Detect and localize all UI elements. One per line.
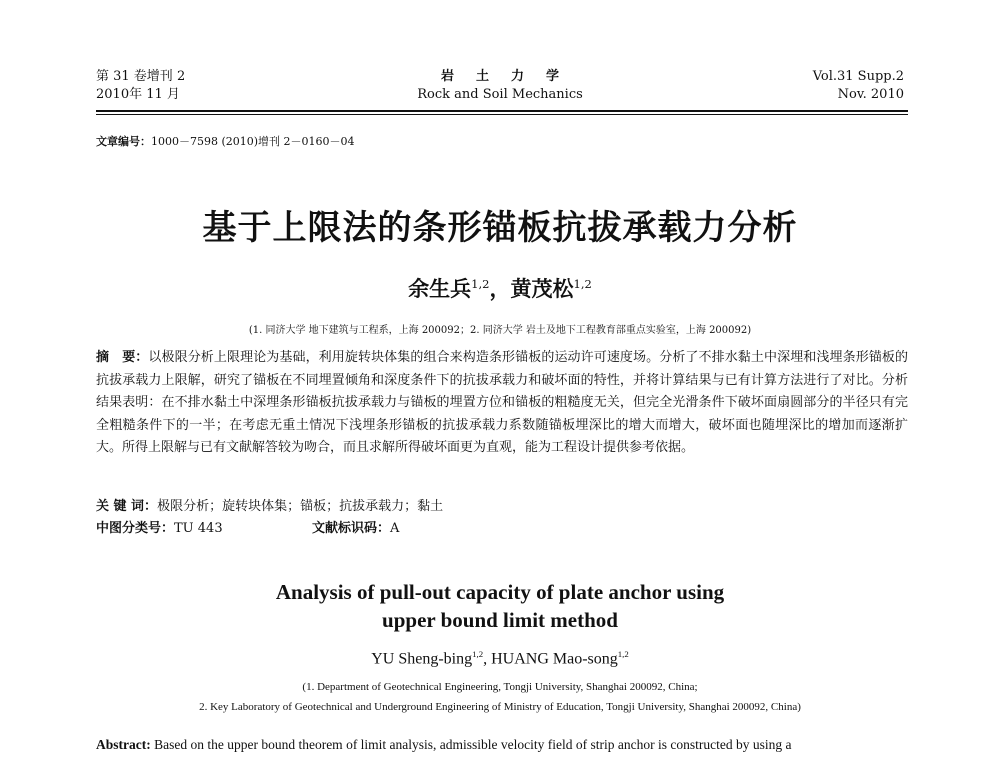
cn-abstract-text: 以极限分析上限理论为基础，利用旋转块体集的组合来构造条形锚板的运动许可速度场。分析了不排水黏土中深埋和浅埋条形锚板的抗拔承载力上限解，研究了锚板在不同埋置倾角和深度条件下的抗拔承载力和破坏面的特性，并将计算结果与已有计算方法进行了对比。分析结果表明：在不排水黏土中深埋条形锚板抗拔承载力与锚板的埋置方位和锚板的粗糙度无关，但完全光滑条件下破坏面扇圆部分的半径只有完全粗糙条件下的一半；在考虑无重土情况下浅埋条形锚板的抗拔承载力系数随锚板埋深比的增大而增大，破坏面也随埋深比的增加而逐渐扩大。所得上限解与已有文献解答较为吻合，而且求解所得破坏面更为直观，能为工程设计提供参考依据。 bbox=[96, 350, 908, 455]
cn-author-name: 余生兵 bbox=[408, 276, 472, 301]
cn-author-name: 黄茂松 bbox=[510, 276, 574, 301]
cn-document-code-value: A bbox=[390, 521, 400, 536]
cn-abstract bbox=[96, 347, 908, 460]
cn-author-separator: ， bbox=[489, 276, 511, 301]
en-author-affil-sup: 1,2 bbox=[472, 649, 484, 659]
cn-author-affil-sup: 1,2 bbox=[573, 277, 592, 291]
en-abstract bbox=[96, 737, 791, 753]
en-abstract-text: Based on the upper bound theorem of limit analysis, admissible velocity field of strip anchor is constructed by using a bbox=[150, 737, 792, 752]
cn-affiliation: (1. 同济大学 地下建筑与工程系，上海 200092；2. 同济大学 岩土及地下工程教育部重点实验室，上海 200092) bbox=[248, 325, 752, 336]
en-affiliation-line2: 2. Key Laboratory of Geotechnical and Underground Engineering of Ministry of Education, Tongji University, Shanghai 200092, China) bbox=[199, 701, 801, 713]
en-author-separator: , bbox=[483, 650, 492, 668]
article-number-label: 文章编号： bbox=[96, 135, 151, 148]
en-title bbox=[0, 578, 1000, 634]
en-author-name: YU Sheng-bing bbox=[371, 650, 473, 668]
header-rule-thin bbox=[96, 114, 908, 115]
cn-keywords bbox=[96, 496, 443, 518]
en-author-name: HUANG Mao-song bbox=[491, 650, 618, 668]
journal-name-cn: 岩土力学 bbox=[440, 69, 581, 84]
cn-author-affil-sup: 1,2 bbox=[471, 277, 490, 291]
article-number bbox=[96, 133, 355, 149]
en-author-affil-sup: 1,2 bbox=[617, 649, 629, 659]
cn-classification bbox=[96, 518, 223, 540]
cn-classification-label: 中图分类号： bbox=[96, 521, 175, 536]
header-right bbox=[813, 68, 904, 104]
date-cn: 2010年 11 月 bbox=[96, 87, 180, 102]
volume-en: Vol.31 Supp.2 bbox=[812, 69, 904, 84]
cn-keywords-label: 关 键 词： bbox=[96, 499, 158, 514]
en-abstract-label: Abstract: bbox=[96, 737, 151, 752]
cn-title: 基于上限法的条形锚板抗拔承载力分析 bbox=[202, 208, 798, 248]
cn-authors bbox=[0, 273, 1000, 303]
cn-document-code-label: 文献标识码： bbox=[312, 521, 391, 536]
en-title-line1: Analysis of pull-out capacity of plate anchor using bbox=[275, 580, 725, 604]
cn-keywords-text: 极限分析；旋转块体集；锚板；抗拔承载力；黏土 bbox=[157, 499, 444, 514]
journal-name-en: Rock and Soil Mechanics bbox=[417, 87, 583, 102]
cn-classification-value: TU 443 bbox=[174, 521, 223, 536]
cn-abstract-label: 摘 要： bbox=[96, 350, 149, 365]
en-authors bbox=[0, 649, 1000, 668]
en-title-line2: upper bound limit method bbox=[382, 608, 618, 632]
article-number-value: 1000－7598 (2010)增刊 2－0160－04 bbox=[151, 135, 355, 148]
cn-document-code bbox=[312, 518, 399, 540]
header-rule-thick bbox=[96, 110, 908, 112]
date-en: Nov. 2010 bbox=[837, 87, 904, 102]
volume-issue-cn: 第 31 卷增刊 2 bbox=[96, 69, 186, 84]
en-affiliation-line1: (1. Department of Geotechnical Engineering, Tongji University, Shanghai 200092, China; bbox=[302, 681, 698, 693]
